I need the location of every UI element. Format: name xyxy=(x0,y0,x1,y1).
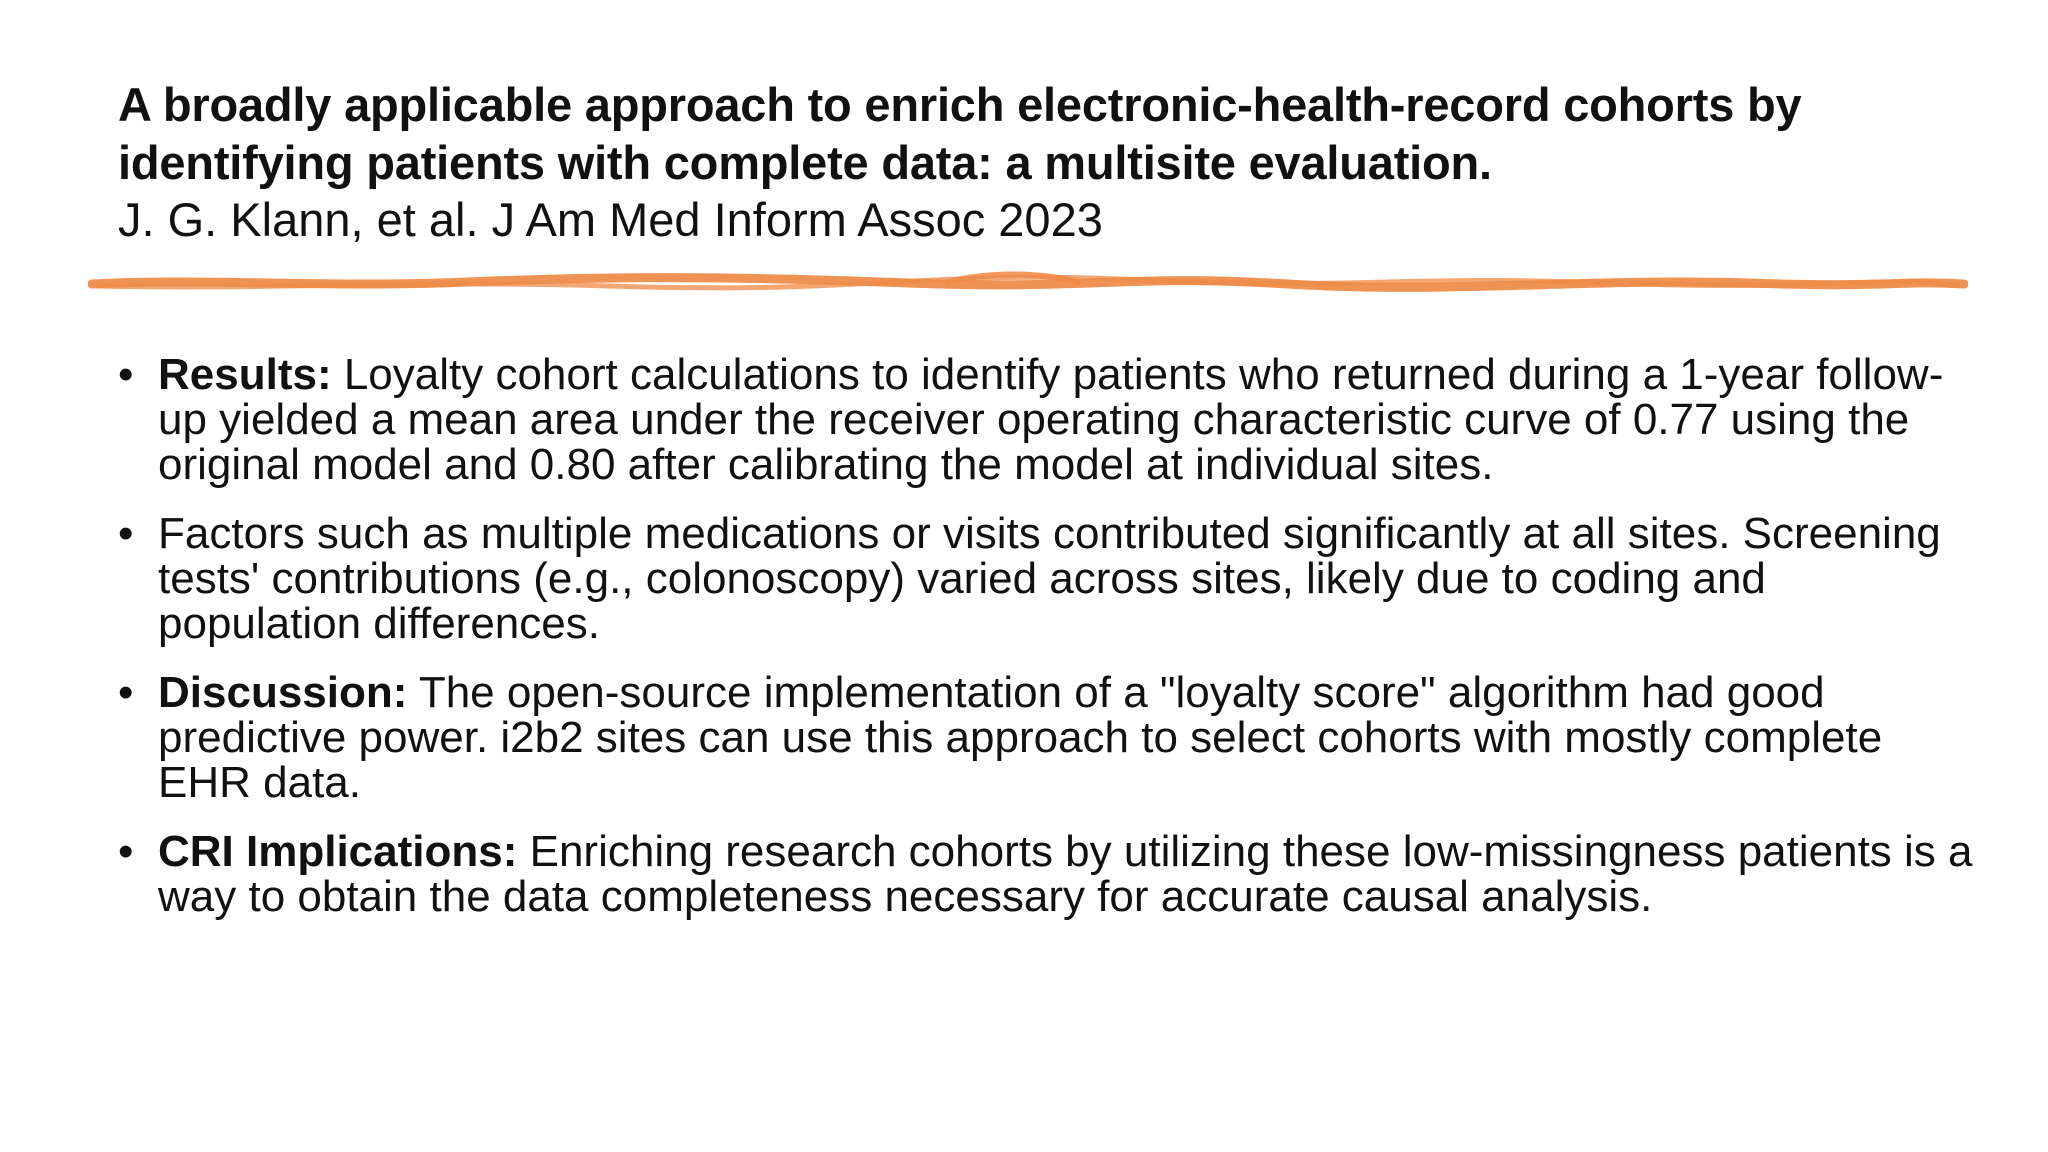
orange-brush-divider xyxy=(88,264,1968,304)
bullet-text: Loyalty cohort calculations to identify patients who returned during a 1-year follow-up yielded a mean area under the receiver operating characteristic curve of 0.77 using the original model and 0.80 after calibrating the model at individual sites. xyxy=(158,350,1944,489)
bullet-discussion xyxy=(118,670,1978,805)
bullet-marker: • xyxy=(118,827,134,876)
citation: J. G. Klann, et al. J Am Med Inform Assoc 2023 xyxy=(118,193,1103,246)
bullet-lead: Discussion: xyxy=(158,668,408,717)
bullet-cri-implications xyxy=(118,829,1978,919)
title-block xyxy=(118,76,1978,248)
bullet-list xyxy=(118,352,1978,943)
bullet-text: The open-source implementation of a "loyalty score" algorithm had good predictive power. i2b2 sites can use this approach to select cohorts with mostly complete EHR data. xyxy=(158,668,1883,807)
bullet-results xyxy=(118,352,1978,487)
bullet-marker: • xyxy=(118,509,134,558)
bullet-lead: Results: xyxy=(158,350,332,399)
bullet-marker: • xyxy=(118,668,134,717)
bullet-factors xyxy=(118,511,1978,646)
bullet-text: Enriching research cohorts by utilizing these low-missingness patients is a way to obtain the data completeness necessary for accurate causal analysis. xyxy=(158,827,1973,921)
bullet-lead: CRI Implications: xyxy=(158,827,518,876)
bullet-marker: • xyxy=(118,350,134,399)
slide-title: A broadly applicable approach to enrich electronic-health-record cohorts by identifying patients with complete data: a multisite evaluation. xyxy=(118,78,1802,189)
bullet-text: Factors such as multiple medications or visits contributed significantly at all sites. Screening tests' contributions (e.g., colonoscopy) varied across sites, likely due to coding and population differences. xyxy=(158,509,1941,648)
